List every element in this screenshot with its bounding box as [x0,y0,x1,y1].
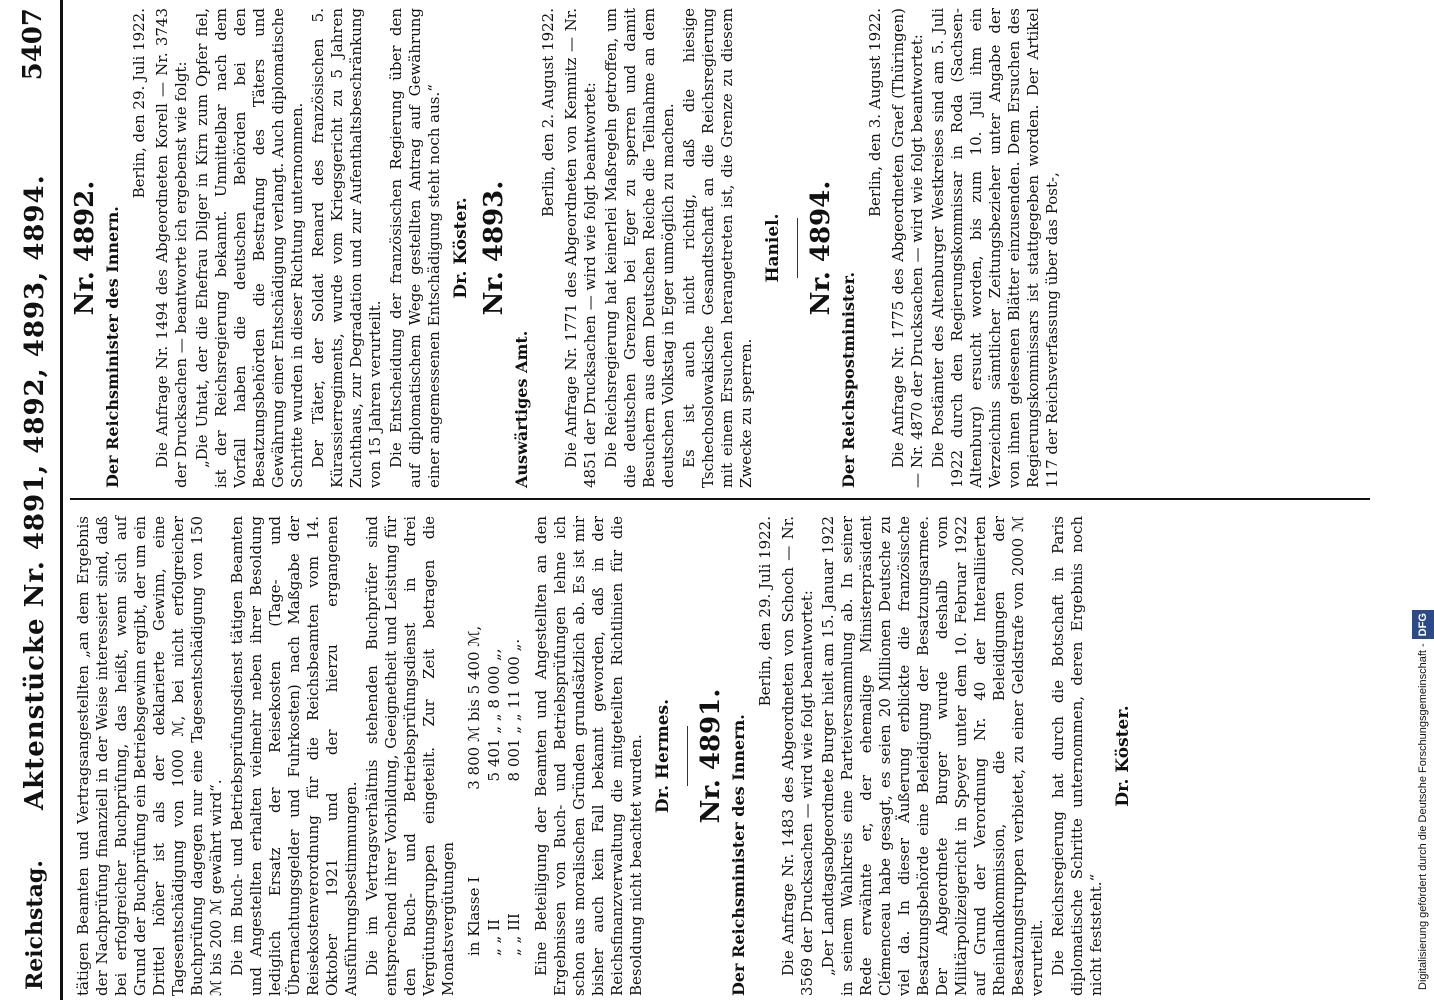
table-row: „ „ III8 001 „ „ 11 000 „. [505,638,523,956]
paragraph: Die im Buch- und Betriebsprüfungsdienst tätigen Beamten und Angestellten erhalten vielmehr neben ihrer Besoldung lediglich Ersatz der Reisekosten (Tage- und Übernachtungsgelder und Fuhrkosten) nach Maßgabe der Reisekostenverordnung für die Reichsbeamten vom 14. Oktober 1921 und der hierzu ergangenen Ausführungsbestimmungen. [228,516,360,996]
digitization-credit [1412,10,1434,990]
divider [687,726,688,786]
date-line: Berlin, den 3. August 1922. [866,8,884,218]
document-number: Nr. 4891. [696,688,726,824]
divider [797,218,798,278]
document-number: Nr. 4892. [70,180,100,316]
paragraph: „Der Landtagsabgeordnete Burger hielt am 15. Januar 1922 in seinem Wahlkreis eine Parteiversammlung ab. In seiner Rede erwähnte er, der ehemalige Ministerpräsident Clémenceau habe gesagt, es seien 20 Millionen Deutsche zu viel da. In dieser Äußerung erblickte die französische Besatzungsbehörde eine Beleidigung der Besatzungsarmee. Der Abgeordnete Burger wurde deshalb vom Militärpolizeigericht in Speyer unter dem 10. Februar 1922 auf Grund der Verordnung Nr. 40 der Interalliierten Rheinlandkommission, die Beleidigungen der Besatzungstruppen verbietet, zu einer Geldstrafe von 2000 ℳ verurteilt. [819,516,1046,996]
paragraph: Es ist auch nicht richtig, daß die hiesige Tschechoslowakische Gesandtschaft an die Reichsregierung mit einem Ersuchen herangetreten ist, die Grenze zu diesem Zwecke zu sperren. [680,8,755,488]
table-row: „ „ II5 401 „ „ 8 000 „, [485,648,503,956]
paragraph: „Die Untat, der die Ehefrau Dilger in Kirn zum Opfer fiel, ist der Reichsregierung bekannt. Unmittelbar nach dem Vorfall haben die deutschen Behörden bei den Besatzungsbehörden die Bestrafung des Täters und Gewährung einer Entschädigung verlangt. Auch diplomatische Schritte wurden in dieser Richtung unternommen. [193,8,306,488]
page-header [6,0,54,1000]
paragraph: Die Entscheidung der französischen Regierung über den auf diplomatischem Wege gestellten Antrag auf Gewährung einer angemessenen Entschädigung steht noch aus.“ [387,8,443,488]
question: Die Anfrage Nr. 1771 des Abgeordneten von Kemnitz — Nr. 4851 der Drucksachen — wird wie folgt beantwortet: [562,8,599,488]
authority: Der Reichsminister des Innern. [729,714,748,996]
header-left: Reichstag. [22,860,48,990]
document-number: Nr. 4894. [806,180,836,316]
date-line: Berlin, den 29. Juli 1922. [756,516,774,707]
credit-text: Digitalisierung gefördert durch die Deutsche Forschungsgemeinschaft - [1417,643,1429,990]
question: Die Anfrage Nr. 1483 des Abgeordneten von Schoch — Nr. 3569 der Drucksachen — wird wie folgt beantwortet: [779,516,816,996]
table-row: in Klasse I3 800 ℳ bis 5 400 ℳ, [465,625,483,956]
authority: Der Reichsminister des Innern. [103,206,122,488]
header-title: Aktenstücke Nr. 4891, 4892, 4893, 4894. [20,174,50,810]
column-divider [70,498,1370,500]
signature: Dr. Hermes. [653,698,673,814]
paragraph: Die Reichsregierung hat durch die Botschaft in Paris diplomatische Schritte unternommen, deren Ergebnis noch nicht feststeht.“ [1049,516,1105,996]
document-number: Nr. 4893. [479,180,509,316]
question: Die Anfrage Nr. 1494 des Abgeordneten Korell — Nr. 3743 der Drucksachen — beantworte ich ergebenst wie folgt: [153,8,190,488]
paragraph: tätigen Beamten und Vertragsangestellten „an dem Ergebnis der Nachprüfung finanziell in der Weise interessiert sind, daß bei erfolgreicher Buchprüfung, das heißt, wenn sich auf Grund der Buchprüfung ein Betriebsgewinn ergibt, der um ein Drittel höher ist als der deklarierte Gewinn, eine Tagesentschädigung von 1000 ℳ, bei nicht erfolgreicher Buchprüfung dagegen nur eine Tagesentschädigung von 150 ℳ bis 200 ℳ gewährt wird“. [74,516,225,996]
question: Die Anfrage Nr. 1775 des Abgeordneten Graef (Thüringen) — Nr. 4870 der Drucksachen — wird wie folgt beantwortet: [889,8,926,488]
signature: Haniel. [763,213,783,283]
left-column [74,516,1139,996]
right-column [70,8,1064,488]
date-line: Berlin, den 29. Juli 1922. [130,8,148,199]
signature: Dr. Köster. [1113,705,1133,807]
paragraph: Eine Beteiligung der Beamten und Angestellten an den Ergebnissen von Buch- und Betriebsprüfungen lehne ich schon aus moralischen Gründen grundsätzlich ab. Es ist mir bisher auch kein Fall bekannt geworden, daß in der Reichsfinanzverwaltung die mitgeteilten Richtlinien für die Besoldung nicht beachtet wurden. [532,516,645,996]
paragraph: Die Reichsregierung hat keinerlei Maßregeln getroffen, um die deutschen Grenzen bei Eger zu sperren und damit Besuchern aus dem Deutschen Reiche die Teilnahme an dem deutschen Volkstag in Eger unmöglich zu machen. [602,8,677,488]
header-rule [60,0,63,1000]
salary-table [464,516,524,956]
signature: Dr. Köster. [451,197,471,299]
authority: Auswärtiges Amt. [512,330,531,488]
authority: Der Reichspostminister. [839,271,858,488]
paragraph: Die im Vertragsverhältnis stehenden Buchprüfer sind entsprechend ihrer Vorbildung, Geeignetheit und Leistung für den Buch- und Betriebsprüfungsdienst in drei Vergütungsgruppen eingeteilt. Zur Zeit betragen die Monatsvergütungen [363,516,457,996]
dfg-logo: DFG [1412,610,1434,639]
paragraph: Der Täter, der Soldat Renard des französischen 5. Kürassierregiments, wurde vom Kriegsgericht zu 5 Jahren Zuchthaus, zur Degradation und zur Aufenthaltsbeschränkung von 15 Jahren verurteilt. [309,8,384,488]
date-line: Berlin, den 2. August 1922. [539,8,557,218]
paragraph: Die Postämter des Altenburger Westkreises sind am 5. Juli 1922 durch den Regierungskommissar in Roda (Sachsen-Altenburg) ersucht worden, bis zum 10. Juli ihm ein Verzeichnis sämtlicher Zeitungsbezieher unter Angabe der von ihnen gelesenen Blätter einzusenden. Dem Ersuchen des Regierungskommissars ist stattgegeben worden. Der Artikel 117 der Reichsverfassung über das Post-, [929,8,1061,488]
page-number: 5407 [18,8,48,81]
